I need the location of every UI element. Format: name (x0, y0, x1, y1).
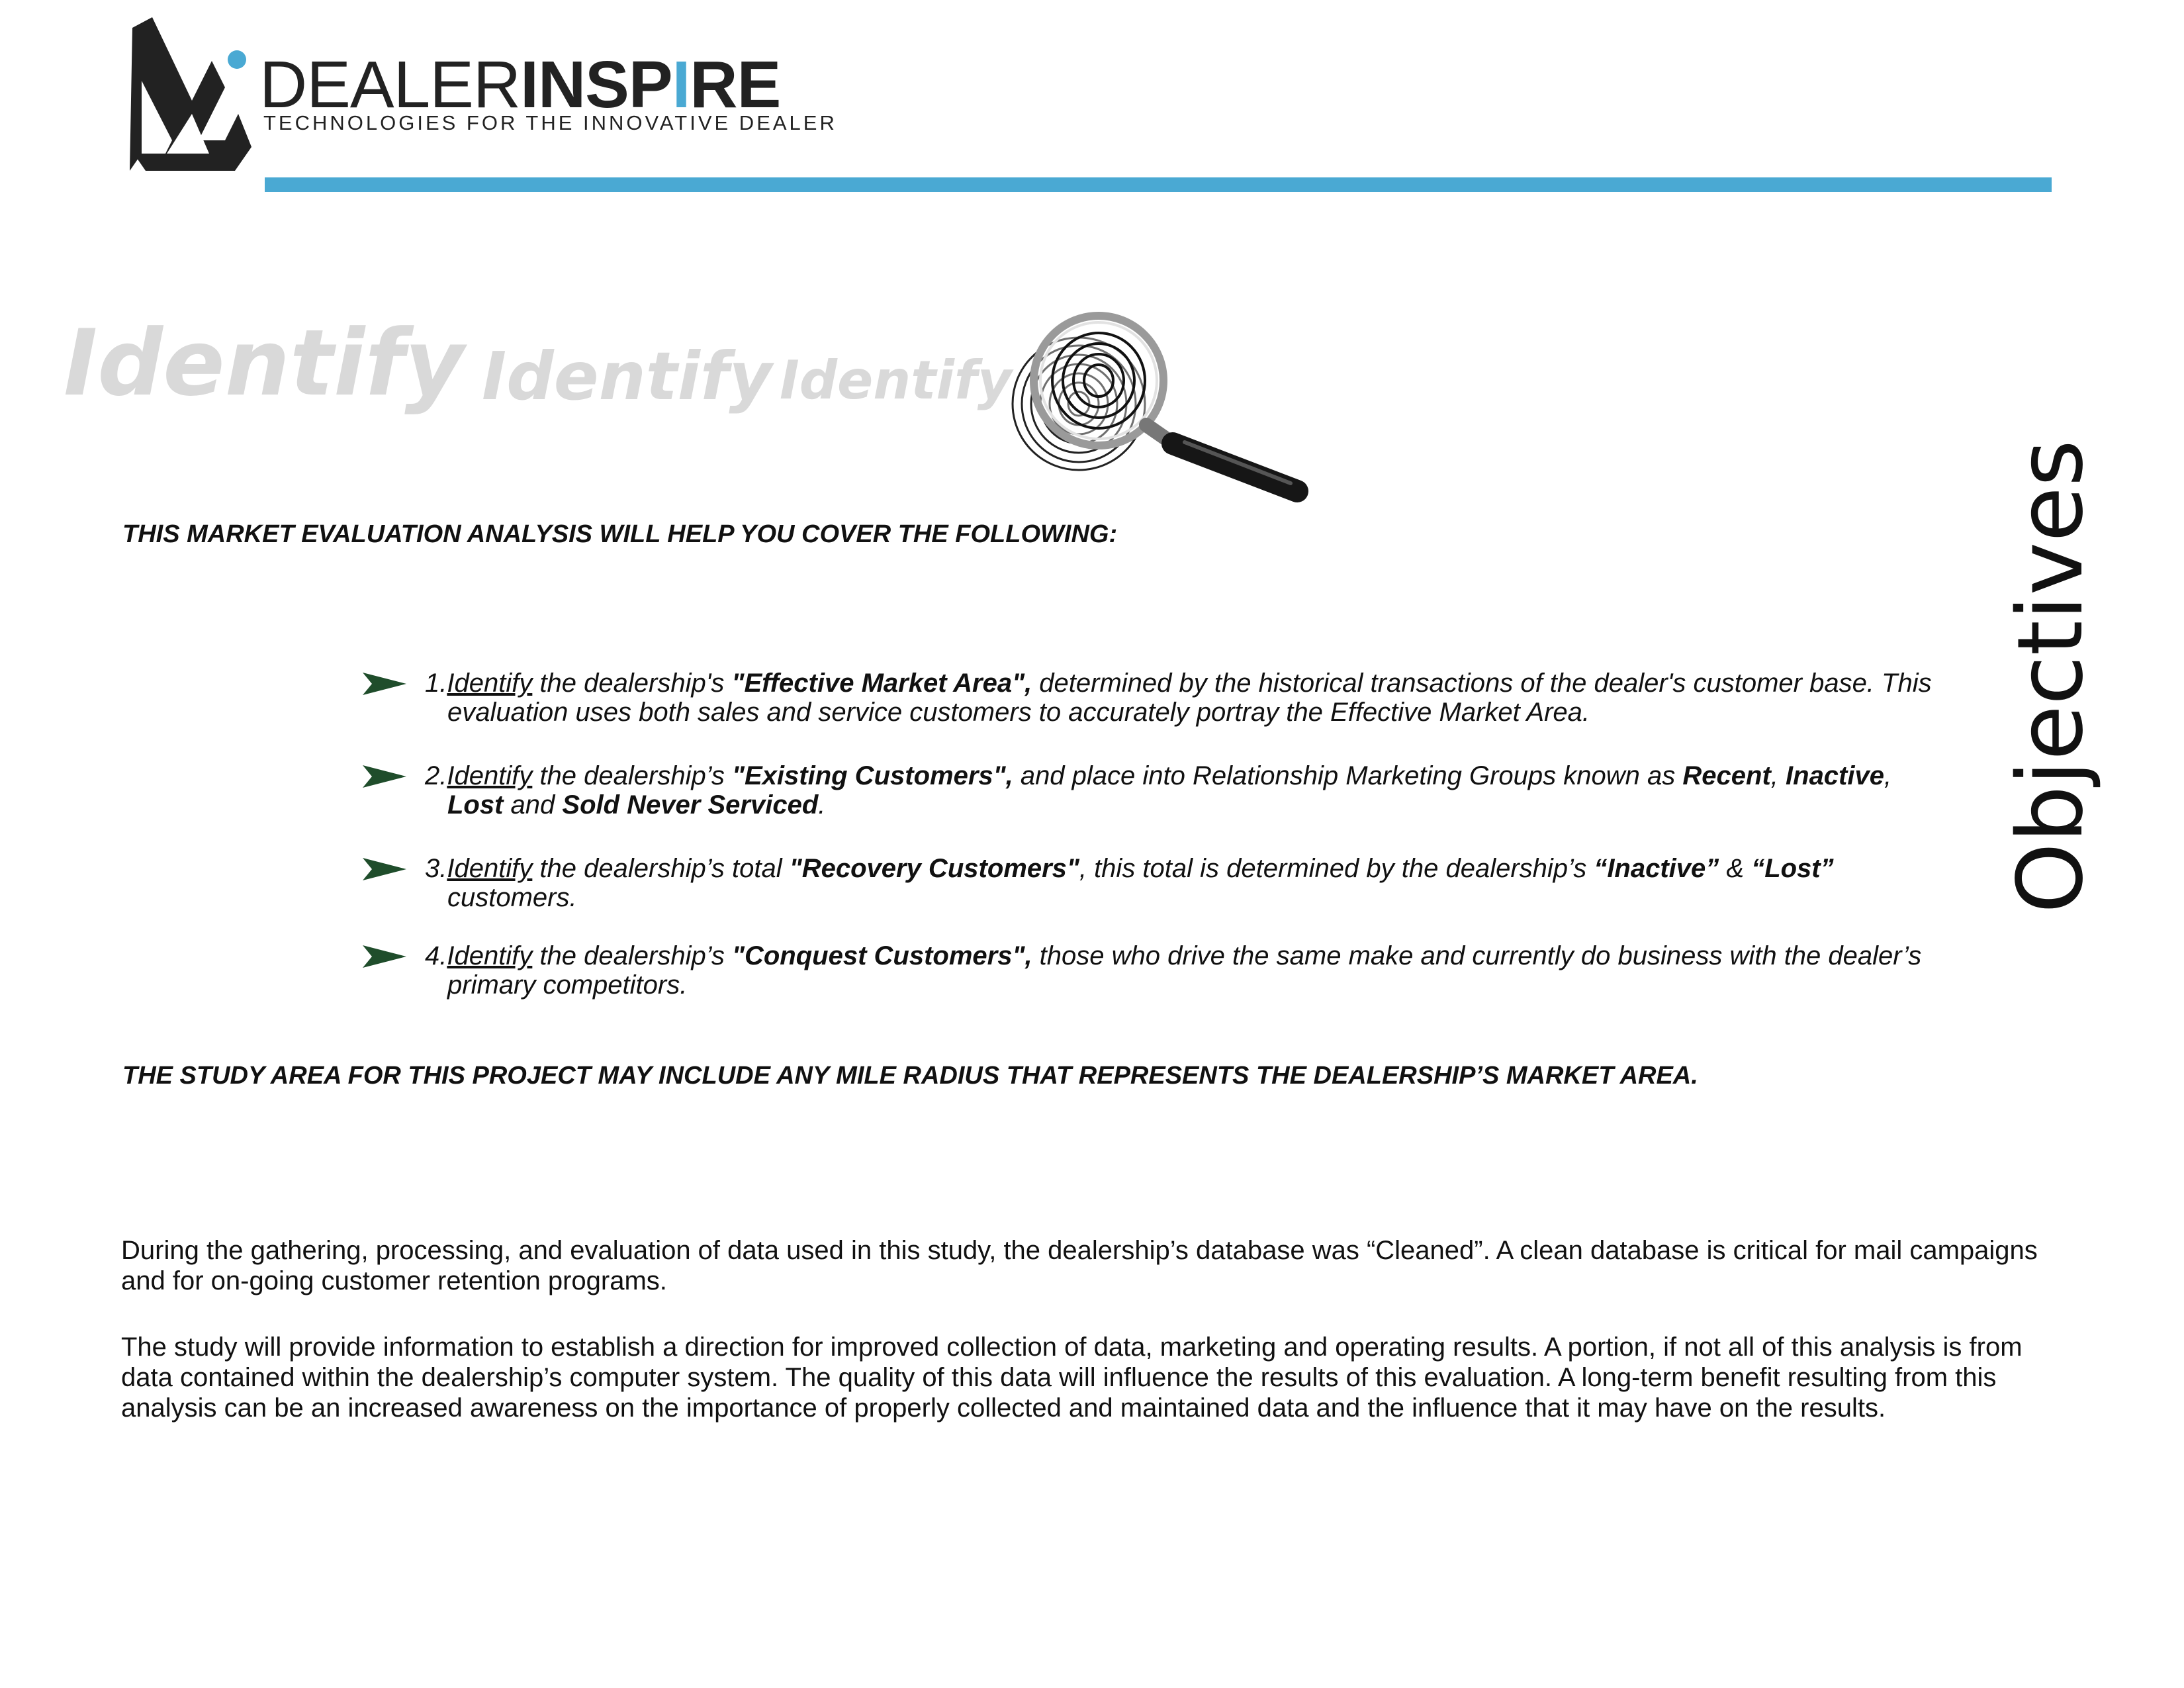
group-inactive: “Inactive” (1594, 854, 1719, 883)
identify-word-large: Identify (64, 310, 465, 416)
objective-text-segment: . (818, 790, 826, 820)
objective-number: 3. (425, 854, 447, 883)
objective-text (425, 669, 1947, 727)
objective-verb: Identify (447, 941, 533, 970)
brand-name-bold: INSP (520, 48, 672, 122)
brand-name (259, 48, 781, 122)
objective-text-segment: customers. (447, 883, 577, 912)
dealer-inspire-logo-icon (126, 15, 258, 172)
brand-tagline: TECHNOLOGIES FOR THE INNOVATIVE DEALER (263, 111, 837, 134)
arrow-bullet-icon (363, 858, 406, 880)
objective-text-segment: and (503, 790, 563, 820)
objective-number: 2. (425, 761, 447, 790)
objective-term: "Recovery Customers" (789, 854, 1079, 883)
identify-word-medium: Identify (482, 338, 772, 415)
objective-text-segment: , (1884, 761, 1892, 790)
brand-name-accent: I (672, 48, 690, 122)
objective-text-segment: , this total is determined by the dealership’s (1079, 854, 1594, 883)
arrow-bullet-icon (363, 945, 406, 968)
objective-text-segment: those who drive the same make and currently do business with the dealer’s primary competitors. (447, 941, 1922, 1000)
group-lost: Lost (447, 790, 504, 820)
objective-number: 4. (425, 941, 447, 970)
group-recent: Recent (1682, 761, 1771, 790)
group-sold-never-serviced: Sold Never Serviced (562, 790, 819, 820)
objective-verb: Identify (447, 669, 533, 698)
arrow-bullet-icon (363, 765, 406, 788)
fingerprint-magnifier-icon (999, 305, 1317, 503)
objective-text-segment: the dealership’s (532, 761, 733, 790)
group-lost: “Lost” (1751, 854, 1834, 883)
study-area-heading: THE STUDY AREA FOR THIS PROJECT MAY INCLUDE ANY MILE RADIUS THAT REPRESENTS THE DEALERSHIP’S MARKET AREA. (122, 1062, 1698, 1090)
identify-word-small: Identify (780, 350, 1012, 411)
body-paragraph: The study will provide information to establish a direction for improved collection of data, marketing and operating results. A portion, if not all of this analysis is from data contained within the dealership’s computer system. The quality of this data will influence the results of this evaluation. A long-term benefit resulting from this analysis can be an increased awareness on the importance of properly collected and maintained data and the influence that it may have on the results. (121, 1333, 2023, 1423)
objective-text-segment: & (1719, 854, 1752, 883)
group-inactive: Inactive (1786, 761, 1884, 790)
objective-verb: Identify (447, 761, 533, 790)
brand-name-bold-end: RE (690, 48, 781, 122)
body-paragraph: During the gathering, processing, and evaluation of data used in this study, the dealership’s database was “Cleaned”. A clean database is critical for mail campaigns and for on-going customer retention programs. (121, 1236, 2038, 1295)
brand-name-light: DEALER (259, 48, 521, 122)
objective-text-segment: the dealership’s (532, 941, 733, 970)
objective-text-segment: the dealership’s total (532, 854, 790, 883)
objective-number: 1. (425, 669, 447, 698)
objective-term: "Conquest Customers", (732, 941, 1032, 970)
objective-term: "Effective Market Area", (731, 669, 1032, 698)
objective-text-segment: , (1770, 761, 1786, 790)
header-divider (265, 177, 2052, 192)
objective-text (425, 941, 1947, 1000)
objective-text (425, 761, 1947, 820)
objective-text-segment: the dealership's (532, 669, 732, 698)
objective-text-segment: and place into Relationship Marketing Groups known as (1013, 761, 1683, 790)
objective-verb: Identify (447, 854, 533, 883)
objective-text (425, 854, 1947, 912)
intro-heading: THIS MARKET EVALUATION ANALYSIS WILL HELP YOU COVER THE FOLLOWING: (122, 520, 1118, 548)
objective-text-segment: determined by the historical transactions of the dealer's customer base. This evaluation uses both sales and service customers to accurately portray the Effective Market Area. (447, 669, 1932, 727)
objective-term: "Existing Customers", (732, 761, 1013, 790)
page-title-vertical: Objectives (1999, 440, 2103, 914)
arrow-bullet-icon (363, 673, 406, 695)
